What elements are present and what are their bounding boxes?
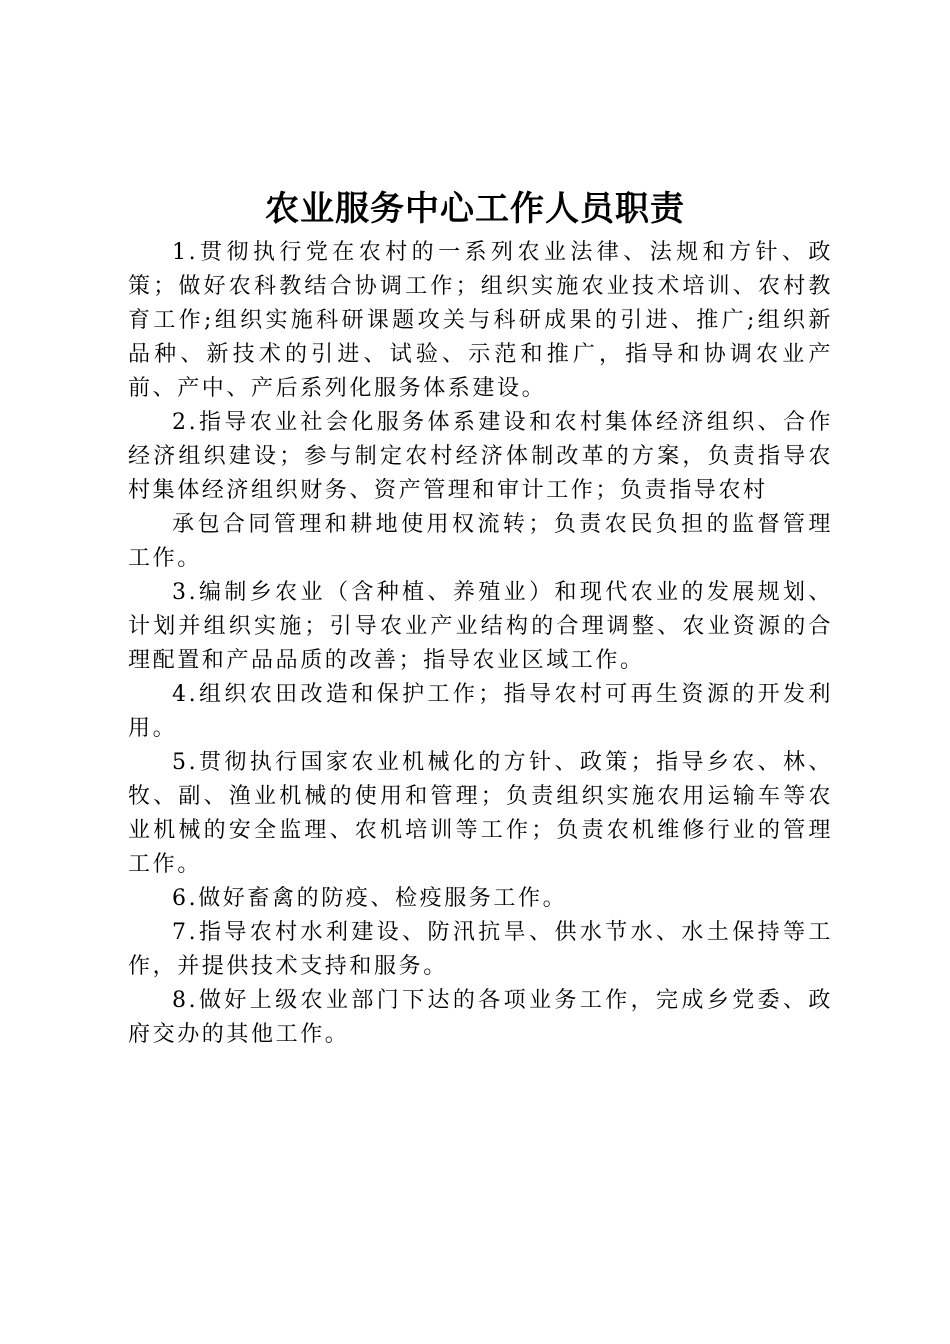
paragraph-3: 3.编制乡农业（含种植、养殖业）和现代农业的发展规划、计划并组织实施；引导农业产业结构的合理调整、农业资源的合理配置和产品品质的改善；指导农业区域工作。 (128, 580, 833, 673)
document-title: 农业服务中心工作人员职责 (265, 189, 685, 229)
paragraph-2-continued: 承包合同管理和耕地使用权流转；负责农民负担的监督管理工作。 (128, 512, 833, 571)
paragraph-5: 5.贯彻执行国家农业机械化的方针、政策；指导乡农、林、牧、副、渔业机械的使用和管理；负责组织实施农用运输车等农业机械的安全监理、农机培训等工作；负责农机维修行业的管理工作。 (128, 750, 833, 877)
paragraph-1: 1.贯彻执行党在农村的一系列农业法律、法规和方针、政策；做好农科教结合协调工作；组织实施农业技术培训、农村教育工作;组织实施科研课题攻关与科研成果的引进、推广;组织新品种、新技术的引进、试验、示范和推广，指导和协调农业产前、产中、产后系列化服务体系建设。 (128, 240, 833, 401)
paragraph-7: 7.指导农村水利建设、防汛抗旱、供水节水、水土保持等工作，并提供技术支持和服务。 (128, 920, 833, 979)
paragraph-4: 4.组织农田改造和保护工作；指导农村可再生资源的开发利用。 (128, 682, 833, 741)
document-body (128, 236, 833, 1052)
paragraph-2: 2.指导农业社会化服务体系建设和农村集体经济组织、合作经济组织建设；参与制定农村经济体制改革的方案，负责指导农村集体经济组织财务、资产管理和审计工作；负责指导农村 (128, 410, 833, 503)
paragraph-6: 6.做好畜禽的防疫、检疫服务工作。 (172, 886, 568, 911)
paragraph-8: 8.做好上级农业部门下达的各项业务工作，完成乡党委、政府交办的其他工作。 (128, 988, 833, 1047)
